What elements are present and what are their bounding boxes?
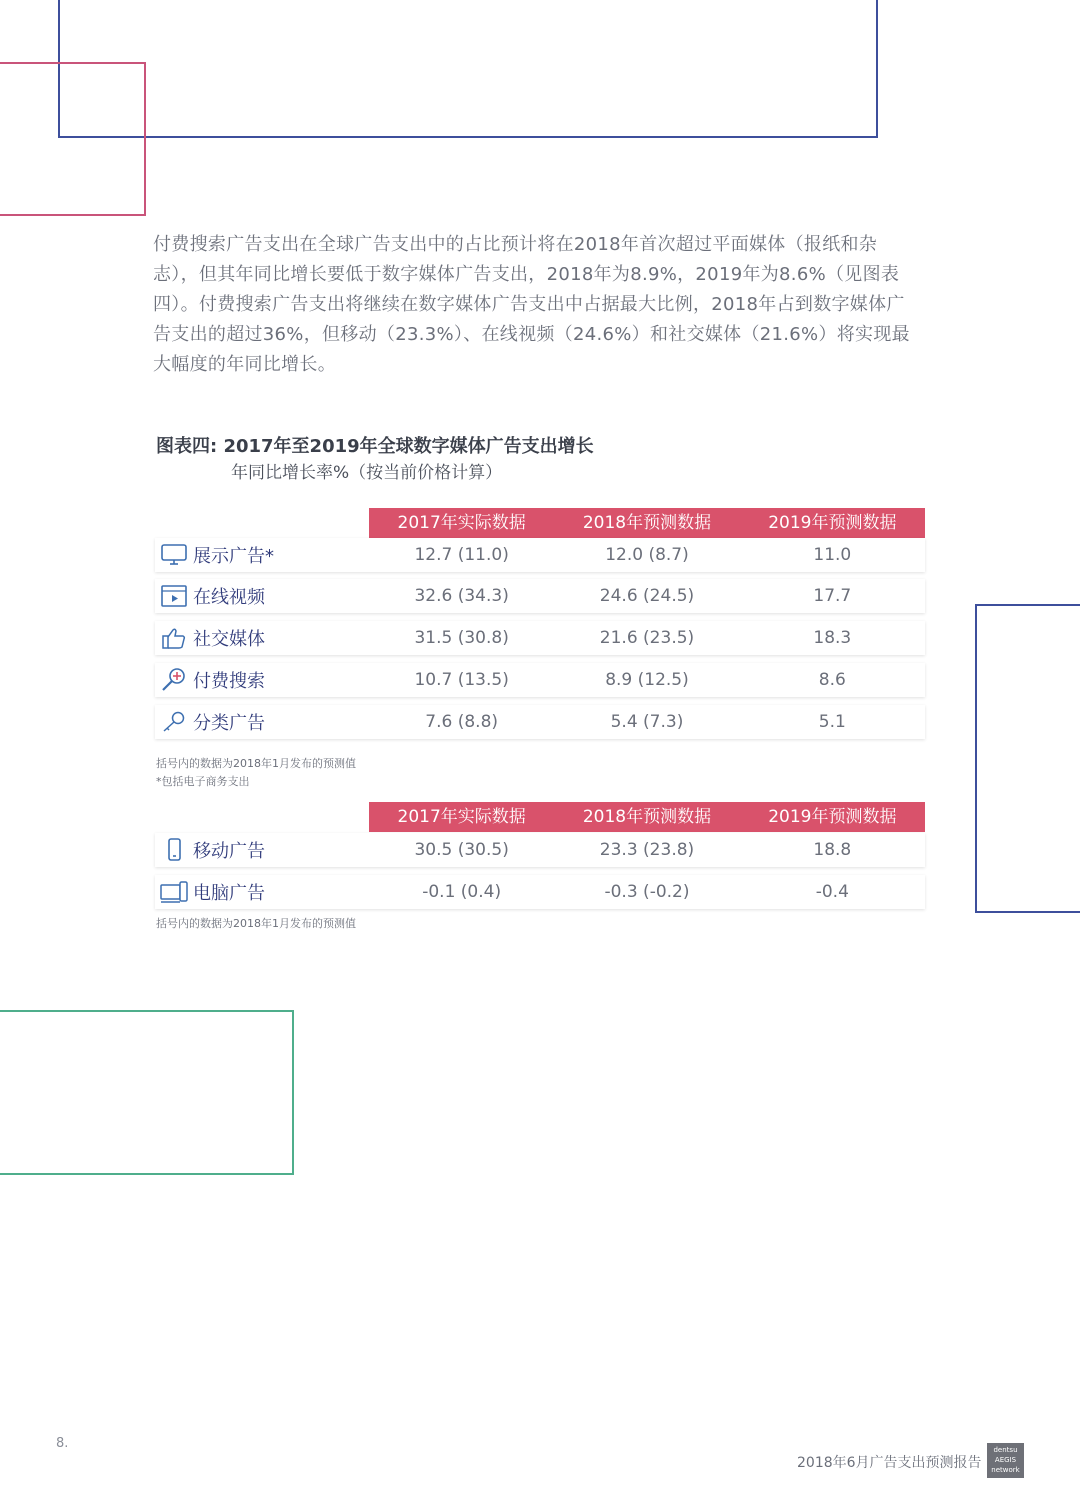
table-row-paid-search <box>155 663 925 697</box>
decorative-frame-right-blue <box>975 604 1080 913</box>
value-2018: 5.4 (7.3) <box>610 712 684 732</box>
row-label: 移动广告 <box>193 841 265 862</box>
chart-subtitle: 年同比增长率%（按当前价格计算） <box>231 463 503 483</box>
value-2018: 23.3 (23.8) <box>599 840 695 860</box>
header-2019-forecast: 2019年预测数据 <box>768 807 897 827</box>
magnifier-plus-icon <box>155 663 193 697</box>
footnote-bracket-values: 括号内的数据为2018年1月发布的预测值 <box>156 757 356 770</box>
header-2017-actual: 2017年实际数据 <box>397 807 526 827</box>
row-label: 展示广告* <box>193 546 274 567</box>
intro-paragraph: 付费搜索广告支出在全球广告支出中的占比预计将在2018年首次超过平面媒体（报纸和杂志），但其年同比增长要低于数字媒体广告支出，2018年为8.9%，2019年为8.6%（见图表四）。付费搜索广告支出将继续在数字媒体广告支出中占据最大比例，2018年占到数字媒体广告支出的超过36%，但移动（23.3%）、在线视频（24.6%）和社交媒体（21.6%）将实现最大幅度的年同比增长。 <box>153 234 910 375</box>
table-row-social-media <box>155 621 925 655</box>
row-label: 社交媒体 <box>193 629 265 650</box>
header-2017-actual: 2017年实际数据 <box>397 513 526 533</box>
decorative-frame-top-blue <box>58 0 878 138</box>
header-2018-forecast: 2018年预测数据 <box>582 807 712 827</box>
table-row-display <box>155 538 925 572</box>
value-2017: 10.7 (13.5) <box>414 670 509 690</box>
dentsu-aegis-logo: dentsu AEGIS network <box>987 1443 1024 1478</box>
value-2017: 30.5 (30.5) <box>414 840 509 860</box>
table-row-mobile <box>155 833 925 867</box>
thumbs-up-icon <box>155 621 193 655</box>
value-2018: 8.9 (12.5) <box>605 670 689 690</box>
table-row-desktop <box>155 875 925 909</box>
value-2019: 5.1 <box>818 712 846 732</box>
monitor-icon <box>155 538 193 572</box>
table-header <box>369 802 925 832</box>
chart-title: 图表四: 2017年至2019年全球数字媒体广告支出增长 <box>156 436 594 457</box>
value-2019: 11.0 <box>813 545 852 565</box>
mobile-phone-icon <box>155 833 193 867</box>
report-title: 2018年6月广告支出预测报告 <box>797 1455 982 1471</box>
key-icon <box>155 705 193 739</box>
page-number: 8. <box>56 1436 69 1451</box>
value-2017: 7.6 (8.8) <box>425 712 499 732</box>
footnote-ecommerce: *包括电子商务支出 <box>156 775 250 788</box>
row-label: 在线视频 <box>193 587 265 608</box>
value-2019: 18.8 <box>813 840 852 860</box>
desktop-computer-icon <box>155 875 193 909</box>
value-2018: 21.6 (23.5) <box>599 628 695 648</box>
header-2018-forecast: 2018年预测数据 <box>582 513 712 533</box>
value-2019: -0.4 <box>815 882 849 902</box>
row-label: 付费搜索 <box>193 671 265 692</box>
value-2017: 32.6 (34.3) <box>414 586 509 606</box>
value-2019: 8.6 <box>818 670 846 690</box>
value-2017: 31.5 (30.8) <box>414 628 509 648</box>
value-2019: 18.3 <box>813 628 852 648</box>
value-2019: 17.7 <box>813 586 852 606</box>
value-2018: 24.6 (24.5) <box>599 586 695 606</box>
header-2019-forecast: 2019年预测数据 <box>768 513 897 533</box>
value-2018: 12.0 (8.7) <box>605 545 689 565</box>
decorative-frame-top-pink <box>0 62 146 216</box>
value-2017: 12.7 (11.0) <box>414 545 509 565</box>
value-2017: -0.1 (0.4) <box>422 882 502 902</box>
table2-footnote: 括号内的数据为2018年1月发布的预测值 <box>156 917 356 930</box>
row-label: 分类广告 <box>193 713 265 734</box>
table-row-classified <box>155 705 925 739</box>
value-2018: -0.3 (-0.2) <box>604 882 690 902</box>
decorative-frame-left-green <box>0 1010 294 1175</box>
table-header <box>369 508 925 538</box>
row-label: 电脑广告 <box>193 883 265 904</box>
table1-footnotes <box>156 755 356 791</box>
video-player-icon <box>155 579 193 613</box>
table-row-online-video <box>155 579 925 613</box>
